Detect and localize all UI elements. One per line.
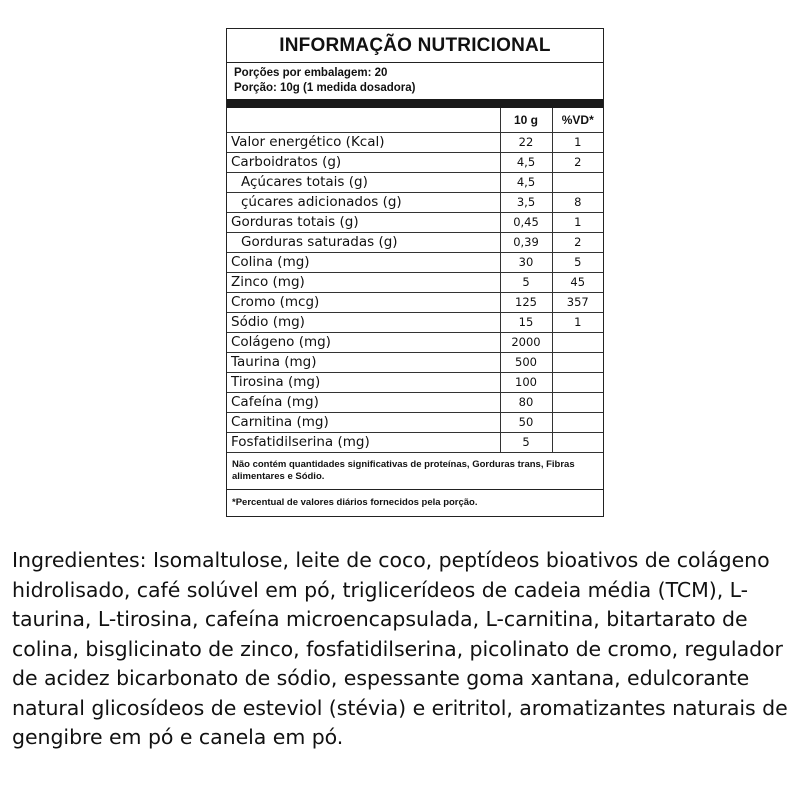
nutrition-row: [227, 173, 603, 193]
nutrient-amount: 5: [500, 433, 552, 453]
nutrient-name: Colina (mg): [227, 253, 500, 273]
nutrition-row: [227, 233, 603, 253]
nutrient-amount: 3,5: [500, 193, 552, 213]
thick-divider: [227, 99, 603, 108]
nutrient-daily-value: [552, 373, 603, 393]
nutrition-row: [227, 313, 603, 333]
nutrient-name: Cafeína (mg): [227, 393, 500, 413]
nutrient-amount: 30: [500, 253, 552, 273]
nutrition-row: [227, 373, 603, 393]
nutrient-name: Carnitina (mg): [227, 413, 500, 433]
header-daily-value: %VD*: [552, 108, 603, 133]
nutrition-row: [227, 193, 603, 213]
nutrient-amount: 125: [500, 293, 552, 313]
nutrient-name: Cromo (mcg): [227, 293, 500, 313]
nutrient-name: çúcares adicionados (g): [227, 193, 500, 213]
header-nutrient: [227, 108, 500, 133]
nutrient-daily-value: [552, 433, 603, 453]
nutrient-daily-value: 1: [552, 313, 603, 333]
nutrient-amount: 5: [500, 273, 552, 293]
nutrient-amount: 4,5: [500, 173, 552, 193]
servings-per-package: Porções por embalagem: 20: [234, 67, 388, 79]
nutrition-row: [227, 273, 603, 293]
nutrition-row: [227, 413, 603, 433]
nutrient-daily-value: [552, 393, 603, 413]
nutrition-row: [227, 293, 603, 313]
nutrient-amount: 0,39: [500, 233, 552, 253]
nutrient-name: Taurina (mg): [227, 353, 500, 373]
nutrient-name: Tirosina (mg): [227, 373, 500, 393]
nutrient-amount: 2000: [500, 333, 552, 353]
nutrient-name: Sódio (mg): [227, 313, 500, 333]
nutrient-daily-value: [552, 173, 603, 193]
nutrient-daily-value: [552, 413, 603, 433]
not-significant-note: Não contém quantidades significativas de proteínas, Gorduras trans, Fibras alimentares e Sódio.: [232, 459, 575, 482]
daily-value-footnote: *Percentual de valores diários fornecidos pela porção.: [227, 489, 603, 516]
nutrient-amount: 500: [500, 353, 552, 373]
nutrient-name: Colágeno (mg): [227, 333, 500, 353]
nutrient-daily-value: 45: [552, 273, 603, 293]
nutrient-name: Fosfatidilserina (mg): [227, 433, 500, 453]
nutrient-name: Gorduras saturadas (g): [227, 233, 500, 253]
serving-size: Porção: 10g (1 medida dosadora): [234, 82, 416, 94]
serving-info: [227, 63, 603, 99]
nutrition-row: [227, 213, 603, 233]
table-header-row: [227, 108, 603, 133]
nutrient-daily-value: 5: [552, 253, 603, 273]
nutrition-row: [227, 433, 603, 453]
nutrition-row: [227, 393, 603, 413]
nutrition-row: [227, 333, 603, 353]
nutrient-daily-value: 8: [552, 193, 603, 213]
panel-title: INFORMAÇÃO NUTRICIONAL: [227, 29, 603, 63]
nutrition-row: [227, 153, 603, 173]
nutrient-daily-value: 2: [552, 153, 603, 173]
nutrient-amount: 100: [500, 373, 552, 393]
nutrient-name: Gorduras totais (g): [227, 213, 500, 233]
nutrition-row: [227, 253, 603, 273]
nutrient-name: Zinco (mg): [227, 273, 500, 293]
nutrition-row: [227, 353, 603, 373]
nutrient-daily-value: 1: [552, 213, 603, 233]
nutrient-daily-value: [552, 333, 603, 353]
nutrient-amount: 50: [500, 413, 552, 433]
nutrition-facts-panel: [226, 28, 604, 517]
nutrition-row: [227, 133, 603, 153]
nutrient-amount: 0,45: [500, 213, 552, 233]
nutrient-amount: 4,5: [500, 153, 552, 173]
ingredients-text: Ingredientes: Isomaltulose, leite de coco, peptídeos bioativos de colágeno hidrolisado, café solúvel em pó, triglicerídeos de cadeia média (TCM), L-taurina, L-tirosina, cafeína microencapsulada, L-carnitina, bitartarato de colina, bisglicinato de zinco, fosfatidilserina, picolinato de cromo, regulador de acidez bicarbonato de sódio, espessante goma xantana, edulcorante natural glicosídeos de esteviol (stévia) e eritritol, aromatizantes naturais de gengibre em pó e canela em pó.: [12, 548, 788, 749]
nutrient-amount: 15: [500, 313, 552, 333]
nutrient-daily-value: [552, 353, 603, 373]
nutrient-name: Valor energético (Kcal): [227, 133, 500, 153]
nutrient-daily-value: 2: [552, 233, 603, 253]
nutrient-name: Açúcares totais (g): [227, 173, 500, 193]
nutrient-name: Carboidratos (g): [227, 153, 500, 173]
header-amount: 10 g: [500, 108, 552, 133]
nutrient-amount: 80: [500, 393, 552, 413]
nutrient-daily-value: 357: [552, 293, 603, 313]
nutrient-amount: 22: [500, 133, 552, 153]
nutrition-table: [227, 108, 603, 453]
nutrient-daily-value: 1: [552, 133, 603, 153]
